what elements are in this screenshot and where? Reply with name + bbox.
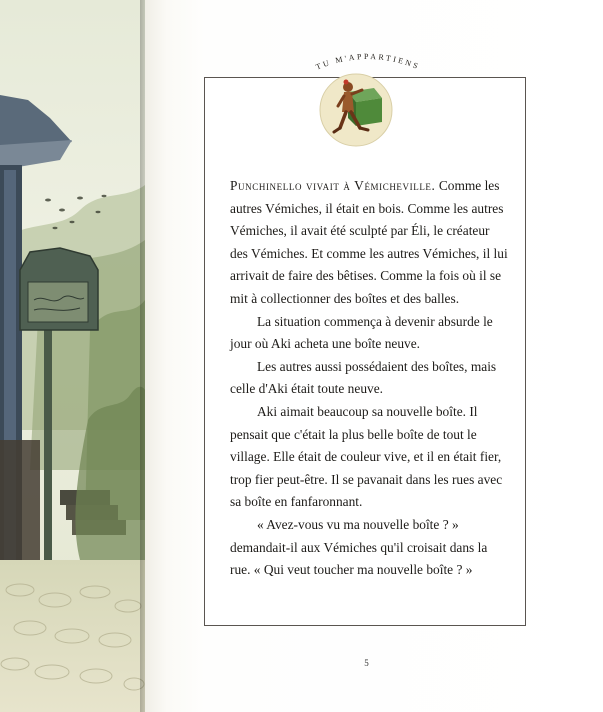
village-scene-icon	[0, 0, 145, 712]
story-text	[230, 175, 510, 582]
story-paragraph-5: « Avez-vous vu ma nouvelle boîte ? » demandait-il aux Vémiches qu'il croisait dans la rue. « Qui veut toucher ma nouvelle boîte ? »	[230, 516, 488, 578]
page-number: 5	[364, 658, 369, 668]
story-paragraph-2: La situation commença à devenir absurde le jour où Aki acheta une boîte neuve.	[230, 313, 493, 352]
story-lead-in: Punchinello vivait à Vémicheville.	[230, 178, 436, 193]
story-paragraph-3: Les autres aussi possédaient des boîtes, mais celle d'Aki était toute neuve.	[230, 358, 497, 397]
village-illustration	[0, 0, 145, 712]
boy-with-green-box-icon	[318, 72, 394, 148]
story-paragraph-1-text: Comme les autres Vémiches, il était en bois. Comme les autres Vémiches, il avait été sculpté par Éli, le créateur des Vémiches. Et comme les autres Vémiches, il lui arrivait de faire des bêtises. Comme la fois où il se mit à collectionner des boîtes et des balles.	[230, 178, 508, 306]
story-paragraph	[230, 175, 510, 311]
series-label: TU M'APPARTIENS	[314, 51, 422, 72]
story-paragraph-4: Aki aimait beaucoup sa nouvelle boîte. Il pensait que c'était la plus belle boîte de tout le village. Elle était de couleur vive, et il en était fier, trop fier peut-être. Il se pavanait dans les rues avec sa boîte en fanfaronnant.	[230, 403, 503, 510]
svg-text:TU M'APPARTIENS	[315, 52, 422, 72]
